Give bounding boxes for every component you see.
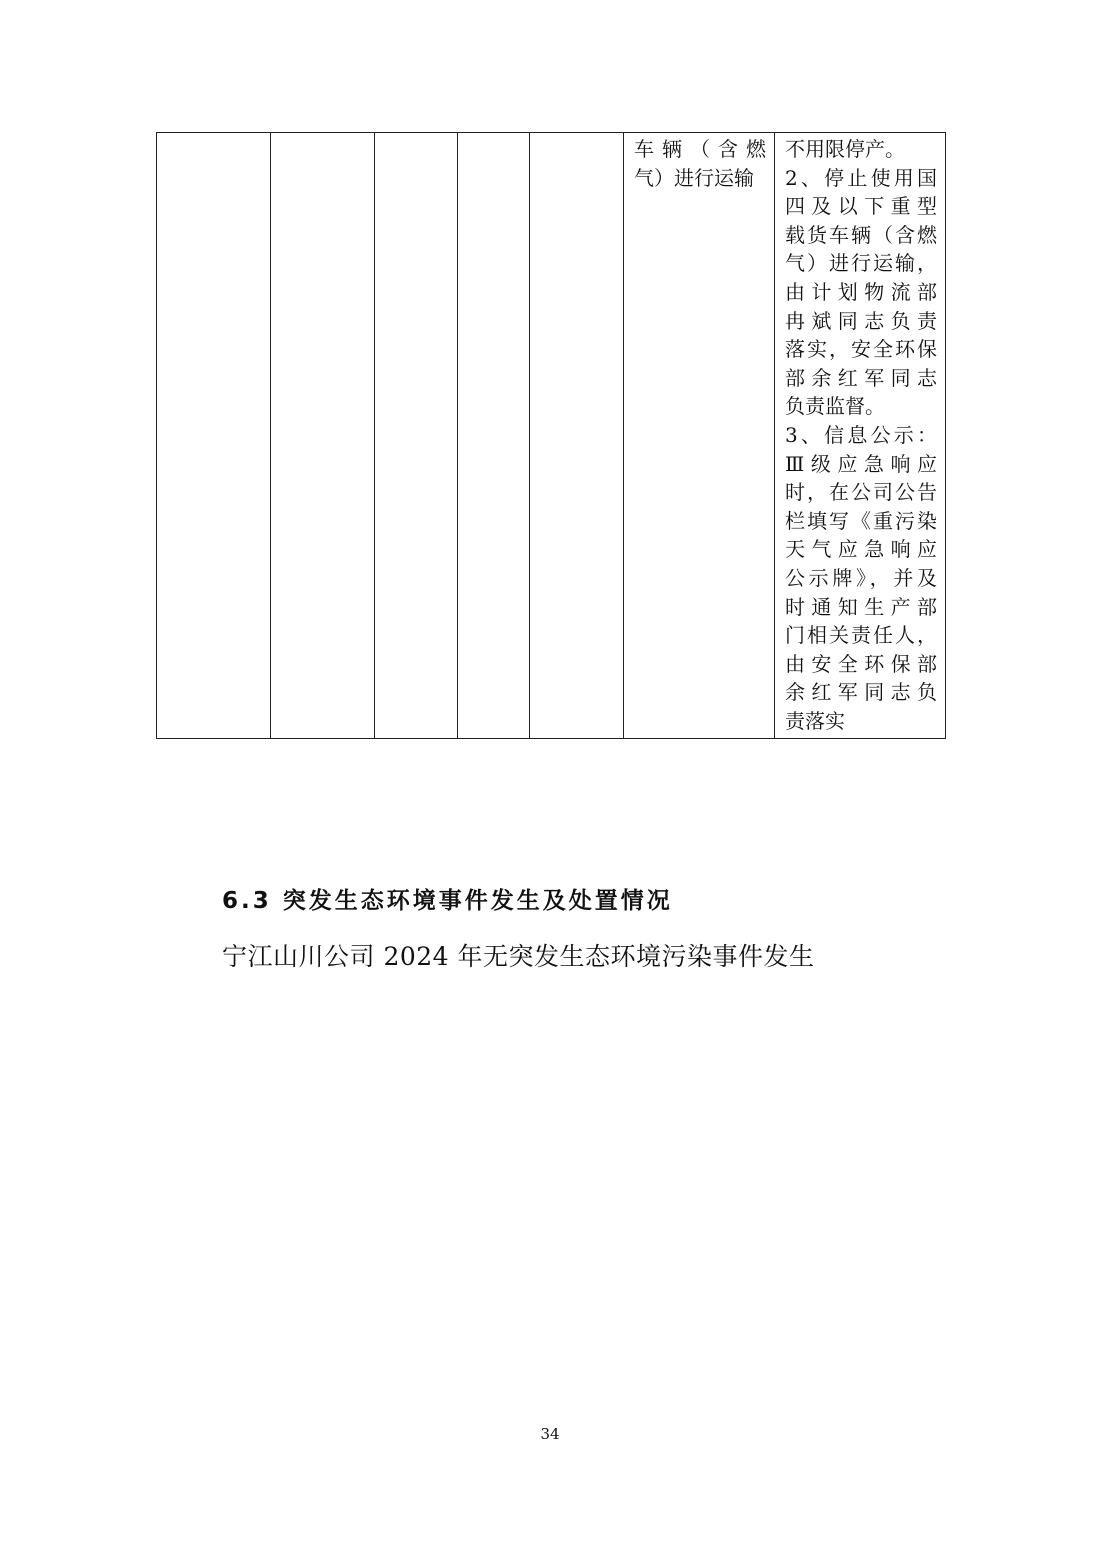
text-line: 气）进行运输 xyxy=(634,165,754,190)
text-line: 负责监督。 xyxy=(785,394,885,419)
text-line: 门相关责任人， xyxy=(785,623,937,648)
text-line: 公示牌》，并及 xyxy=(785,565,937,590)
table-cell-empty xyxy=(375,133,458,739)
text-line: 载货车辆（含燃 xyxy=(785,222,937,247)
text-line: 由计划物流部 xyxy=(785,279,937,304)
text-line: Ⅲ级应急响应 xyxy=(785,451,937,476)
section-body-text: 宁江山川公司 2024 年无突发生态环境污染事件发生 xyxy=(222,942,815,971)
measure-text xyxy=(624,133,774,192)
page-number: 34 xyxy=(540,1425,560,1443)
text-line: 3、信息公示： xyxy=(785,422,937,447)
table-cell-responsibility xyxy=(775,133,946,739)
table-row xyxy=(157,133,946,739)
text-line: 不用限停产。 xyxy=(785,137,905,161)
text-line: 气）进行运输， xyxy=(785,251,937,276)
text-line: 部余红军同志 xyxy=(785,365,937,390)
measures-table-continuation xyxy=(156,132,946,739)
section-heading: 6.3 突发生态环境事件发生及处置情况 xyxy=(222,888,673,914)
table-cell-empty xyxy=(157,133,271,739)
text-line: 由安全环保部 xyxy=(785,651,937,676)
text-line: 落实，安全环保 xyxy=(785,337,937,362)
text-line: 时通知生产部 xyxy=(785,594,937,619)
text-line: 时，在公司公告 xyxy=(785,480,937,505)
text-line: 栏填写《重污染 xyxy=(785,508,937,533)
table-cell-empty xyxy=(458,133,530,739)
table-cell-empty xyxy=(271,133,375,739)
text-line: 冉斌同志负责 xyxy=(785,308,937,333)
table-cell-measure xyxy=(624,133,775,739)
text-line: 四及以下重型 xyxy=(785,194,937,219)
table-cell-empty xyxy=(530,133,624,739)
text-line: 余红军同志负 xyxy=(785,680,937,705)
text-line: 天气应急响应 xyxy=(785,537,937,562)
text-line: 车辆（含燃 xyxy=(634,137,766,161)
responsibility-text xyxy=(775,133,945,735)
text-line: 2、停止使用国 xyxy=(785,165,937,190)
text-line: 责落实 xyxy=(785,708,845,733)
